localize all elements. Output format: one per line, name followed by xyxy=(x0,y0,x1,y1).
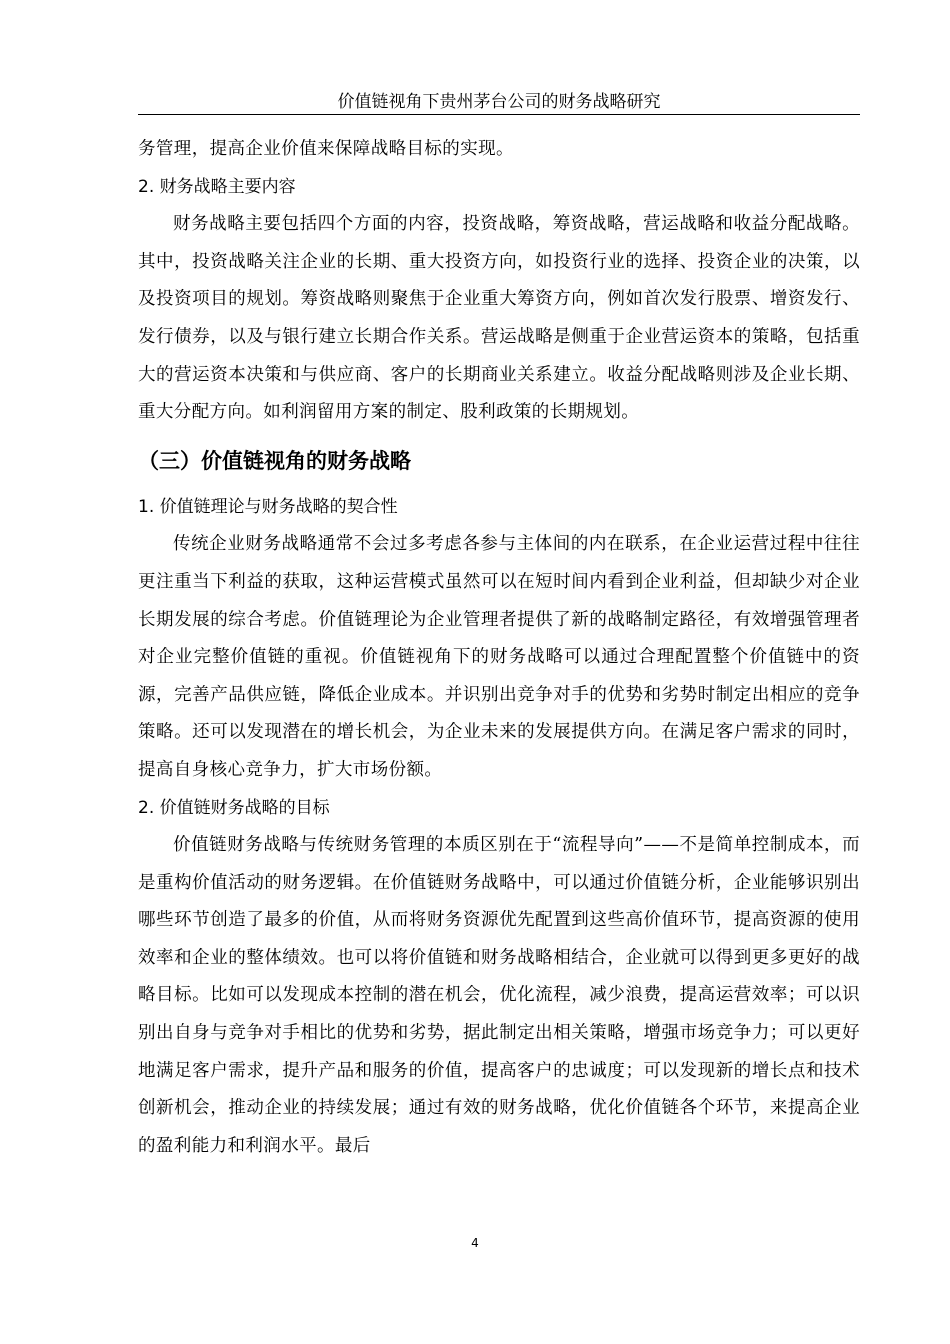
sub-heading-financial-strategy-content: 2. 财务战略主要内容 xyxy=(138,176,296,197)
sub-heading-theory-fit: 1. 价值链理论与财务战略的契合性 xyxy=(138,496,398,517)
running-header: 价值链视角下贵州茅台公司的财务战略研究 xyxy=(337,92,661,112)
sub-heading-strategy-goal: 2. 价值链财务战略的目标 xyxy=(138,797,330,818)
section-heading-value-chain-strategy: （三）价值链视角的财务战略 xyxy=(138,448,411,473)
paragraph-theory-fit: 传统企业财务战略通常不会过多考虑各参与主体间的内在联系，在企业运营过程中往往更注重当下利益的获取，这种运营模式虽然可以在短时间内看到企业利益，但却缺少对企业长期发展的综合考虑。价值链理论为企业管理者提供了新的战略制定路径，有效增强管理者对企业完整价值链的重视。价值链视角下的财务战略可以通过合理配置整个价值链中的资源，完善产品供应链，降低企业成本。并识别出竞争对手的优势和劣势时制定出相应的竞争策略。还可以发现潜在的增长机会，为企业未来的发展提供方向。在满足客户需求的同时，提高自身核心竞争力，扩大市场份额。 xyxy=(138,534,860,780)
intro-paragraph: 务管理，提高企业价值来保障战略目标的实现。 xyxy=(138,139,514,159)
page-body xyxy=(138,131,860,1165)
paragraph-financial-strategy: 财务战略主要包括四个方面的内容，投资战略，筹资战略，营运战略和收益分配战略。其中，投资战略关注企业的长期、重大投资方向，如投资行业的选择、投资企业的决策，以及投资项目的规划。筹资战略则聚焦于企业重大筹资方向，例如首次发行股票、增资发行、发行债券，以及与银行建立长期合作关系。营运战略是侧重于企业营运资本的策略，包括重大的营运资本决策和与供应商、客户的长期商业关系建立。收益分配战略则涉及企业长期、重大分配方向。如利润留用方案的制定、股利政策的长期规划。 xyxy=(138,214,860,423)
paragraph-strategy-goal: 价值链财务战略与传统财务管理的本质区别在于“流程导向”——不是简单控制成本，而是重构价值活动的财务逻辑。在价值链财务战略中，可以通过价值链分析，企业能够识别出哪些环节创造了最多的价值，从而将财务资源优先配置到这些高价值环节，提高资源的使用效率和企业的整体绩效。也可以将价值链和财务战略相结合，企业就可以得到更多更好的战略目标。比如可以发现成本控制的潜在机会，优化流程，减少浪费，提高运营效率；可以识别出自身与竞争对手相比的优势和劣势，据此制定出相关策略，增强市场竞争力；可以更好地满足客户需求，提升产品和服务的价值，提高客户的忠诚度；可以发现新的增长点和技术创新机会，推动企业的持续发展；通过有效的财务战略，优化价值链各个环节，来提高企业的盈利能力和利润水平。最后 xyxy=(138,835,860,1156)
page-number: 4 xyxy=(471,1236,479,1250)
header-rule xyxy=(138,114,860,115)
